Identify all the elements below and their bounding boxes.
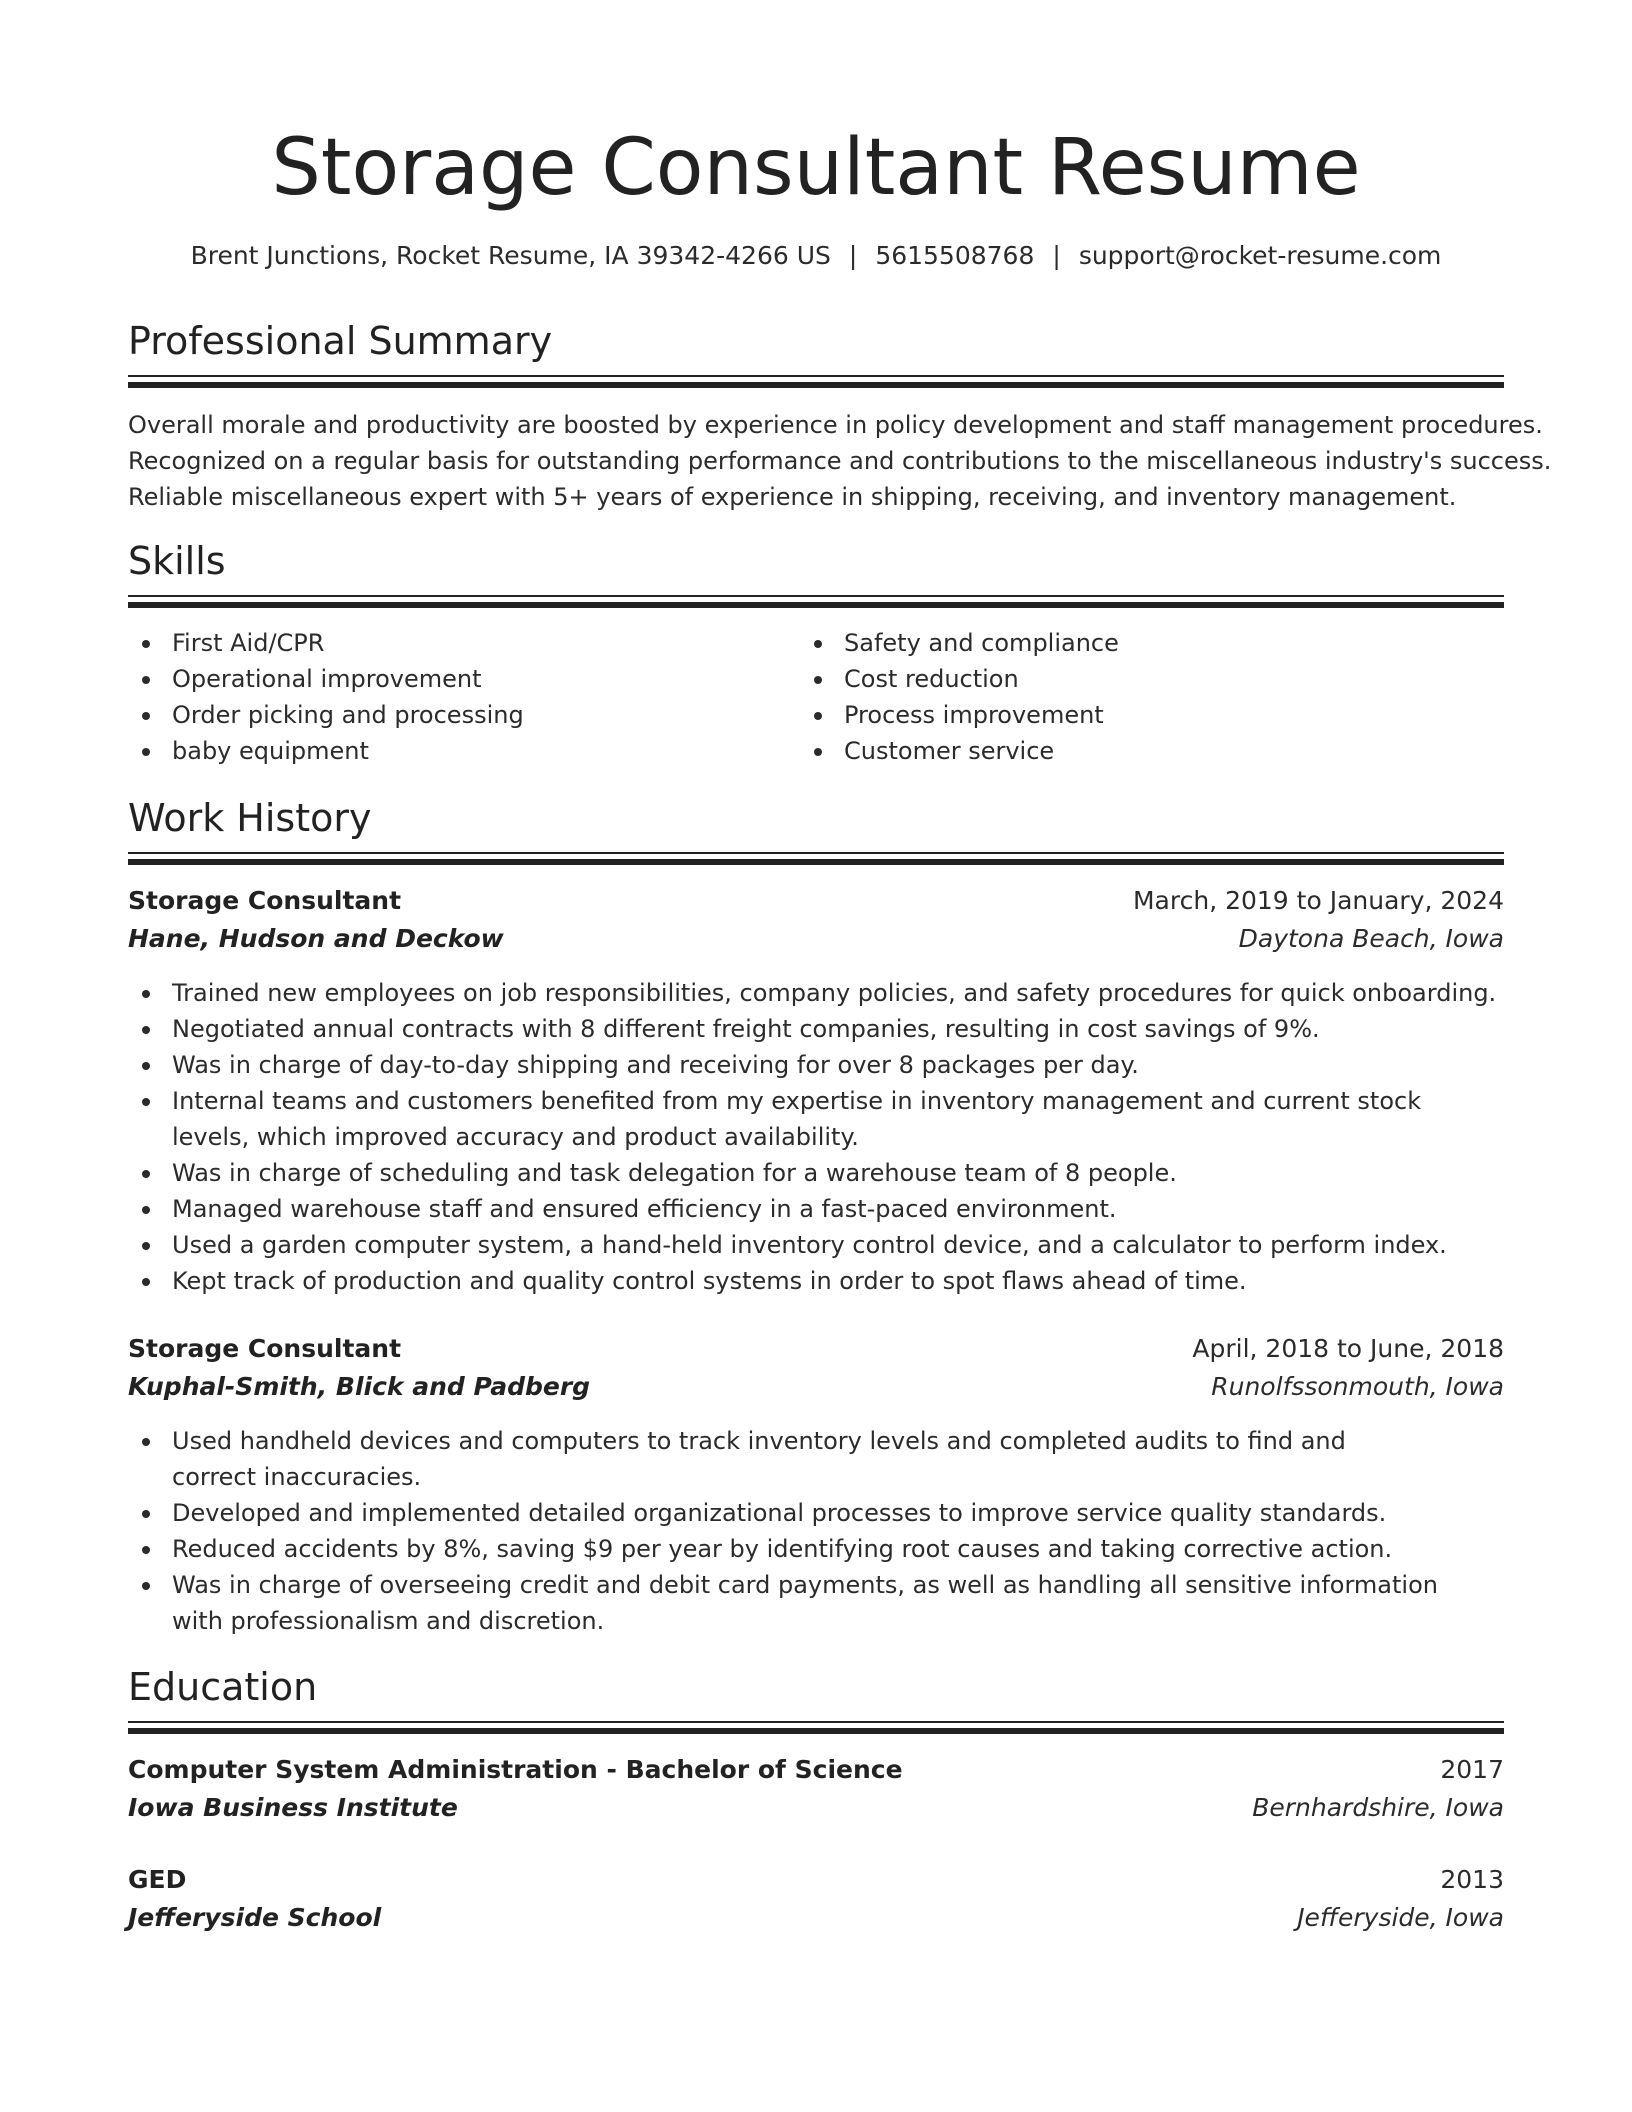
work-heading: Work History <box>128 796 372 840</box>
contact-separator: | <box>848 241 858 270</box>
job-dates: March, 2019 to January, 2024 <box>1132 886 1504 915</box>
job-bullets <box>128 975 1504 1299</box>
section-divider <box>128 852 1504 866</box>
job-location: Daytona Beach, Iowa <box>1238 924 1504 953</box>
skill-item: Safety and compliance <box>800 625 1500 661</box>
contact-address: Brent Junctions, Rocket Resume, IA 39342-4266 US <box>190 241 831 270</box>
job-bullet: Was in charge of overseeing credit and debit card payments, as well as handling all sensitive information with professionalism and discretion. <box>128 1567 1472 1639</box>
summary-line: Reliable miscellaneous expert with 5+ years of experience in shipping, receiving, and inventory management. <box>128 483 1457 511</box>
job-company-row <box>128 1368 1504 1406</box>
summary-heading: Professional Summary <box>128 319 553 363</box>
skill-item: Customer service <box>800 733 1500 769</box>
job-company: Hane, Hudson and Deckow <box>128 924 504 953</box>
job-title: Storage Consultant <box>128 1334 402 1363</box>
education-school: Iowa Business Institute <box>128 1793 458 1822</box>
education-school-row <box>128 1789 1504 1827</box>
education-location: Bernhardshire, Iowa <box>1252 1793 1504 1822</box>
job-company-row <box>128 920 1504 958</box>
job-header-row <box>128 1330 1504 1368</box>
education-header-row <box>128 1751 1504 1789</box>
skill-item: Process improvement <box>800 697 1500 733</box>
job-bullet: Managed warehouse staff and ensured efficiency in a fast-paced environment. <box>128 1191 1504 1227</box>
skill-item: First Aid/CPR <box>128 625 800 661</box>
job-dates: April, 2018 to June, 2018 <box>1192 1334 1504 1363</box>
job-bullets <box>128 1423 1504 1639</box>
education-school: Jefferyside School <box>128 1903 382 1932</box>
job-bullet: Was in charge of scheduling and task delegation for a warehouse team of 8 people. <box>128 1155 1504 1191</box>
summary-text <box>128 407 1552 515</box>
job-bullet: Negotiated annual contracts with 8 different freight companies, resulting in cost savings of 9%. <box>128 1011 1504 1047</box>
education-heading: Education <box>128 1665 318 1709</box>
skill-item: Order picking and processing <box>128 697 800 733</box>
summary-line: Recognized on a regular basis for outstanding performance and contributions to the miscellaneous industry's success. <box>128 447 1552 475</box>
job-bullet: Developed and implemented detailed organizational processes to improve service quality standards. <box>128 1495 1504 1531</box>
skill-item: Cost reduction <box>800 661 1500 697</box>
job-bullet: Reduced accidents by 8%, saving $9 per year by identifying root causes and taking corrective action. <box>128 1531 1504 1567</box>
resume-title: Storage Consultant Resume <box>271 123 1361 213</box>
section-divider <box>128 375 1504 389</box>
job-title: Storage Consultant <box>128 886 402 915</box>
education-location: Jefferyside, Iowa <box>1297 1903 1504 1932</box>
education-degree: GED <box>128 1865 187 1894</box>
education-year: 2017 <box>1440 1755 1504 1784</box>
contact-separator: | <box>1052 241 1061 270</box>
education-header-row <box>128 1861 1504 1899</box>
job-bullet: Internal teams and customers benefited from my expertise in inventory management and current stock levels, which improved accuracy and product availability. <box>128 1083 1462 1155</box>
skill-item: baby equipment <box>128 733 800 769</box>
job-bullet: Trained new employees on job responsibilities, company policies, and safety procedures for quick onboarding. <box>128 975 1504 1011</box>
skills-list-left <box>128 625 800 769</box>
education-school-row <box>128 1899 1504 1937</box>
job-bullet: Used handheld devices and computers to track inventory levels and completed audits to find and correct inaccuracies. <box>128 1423 1432 1495</box>
contact-phone: 5615508768 <box>875 241 1035 270</box>
job-location: Runolfssonmouth, Iowa <box>1211 1372 1504 1401</box>
skill-item: Operational improvement <box>128 661 800 697</box>
job-header-row <box>128 882 1504 920</box>
education-year: 2013 <box>1440 1865 1504 1894</box>
job-bullet: Kept track of production and quality control systems in order to spot flaws ahead of time. <box>128 1263 1504 1299</box>
job-bullet: Was in charge of day-to-day shipping and receiving for over 8 packages per day. <box>128 1047 1504 1083</box>
job-company: Kuphal-Smith, Blick and Padberg <box>128 1372 591 1401</box>
contact-email: support@rocket-resume.com <box>1078 241 1442 270</box>
skills-list-right <box>800 625 1500 769</box>
section-divider <box>128 595 1504 609</box>
section-divider <box>128 1721 1504 1735</box>
contact-line <box>128 238 1504 274</box>
job-bullet: Used a garden computer system, a hand-held inventory control device, and a calculator to perform index. <box>128 1227 1504 1263</box>
skills-heading: Skills <box>128 539 226 583</box>
education-degree: Computer System Administration - Bachelor of Science <box>128 1755 903 1784</box>
summary-line: Overall morale and productivity are boosted by experience in policy development and staff management procedures. <box>128 411 1543 439</box>
